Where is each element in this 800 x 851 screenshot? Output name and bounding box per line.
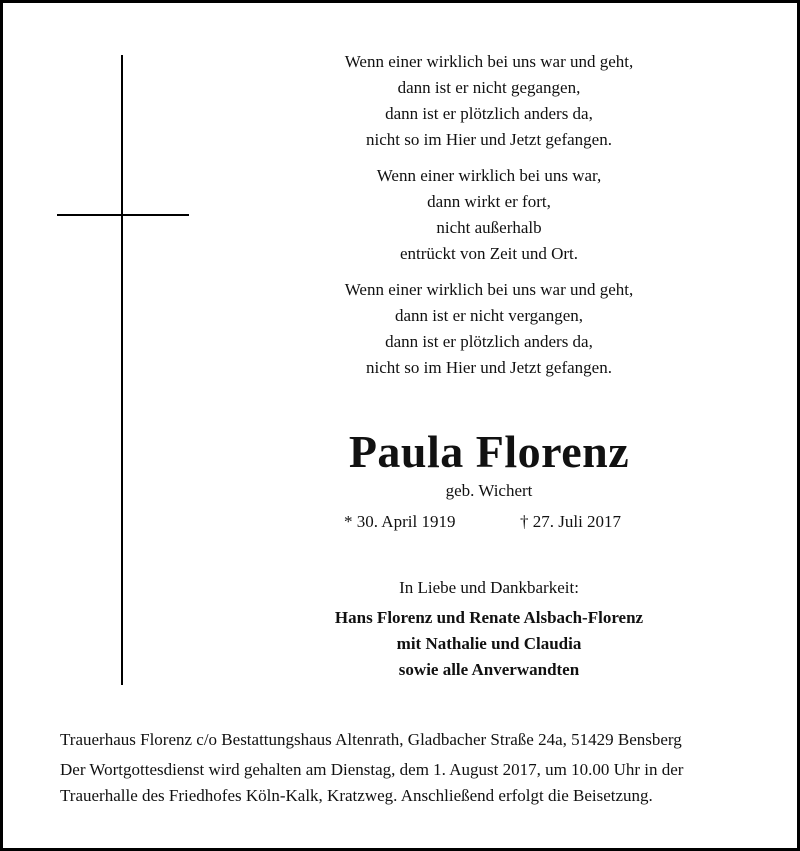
birth-date: * 30. April 1919 bbox=[344, 512, 456, 531]
poem-line: Wenn einer wirklich bei uns war, bbox=[376, 166, 602, 185]
poem-line: Wenn einer wirklich bei uns war und geht, bbox=[344, 280, 634, 299]
footer-info bbox=[60, 727, 760, 809]
service-announcement bbox=[60, 757, 760, 809]
poem-stanza-3 bbox=[289, 277, 689, 381]
poem-line: nicht so im Hier und Jetzt gefangen. bbox=[366, 130, 612, 149]
poem-stanza-2 bbox=[289, 163, 689, 267]
service-line: Trauerhalle des Friedhofes Köln-Kalk, Kratzweg. Anschließend erfolgt die Beisetzung. bbox=[60, 786, 653, 805]
mourners-family bbox=[289, 605, 689, 683]
poem-stanza-1 bbox=[289, 49, 689, 153]
poem-line: nicht außerhalb bbox=[436, 218, 542, 237]
mourner-line: mit Nathalie und Claudia bbox=[396, 634, 582, 653]
mourning-house-address: Trauerhaus Florenz c/o Bestattungshaus Altenrath, Gladbacher Straße 24a, 51429 Bensberg bbox=[60, 730, 682, 749]
mourners-block bbox=[289, 575, 689, 683]
poem-line: Wenn einer wirklich bei uns war und geht, bbox=[344, 52, 634, 71]
poem-line: nicht so im Hier und Jetzt gefangen. bbox=[366, 358, 612, 377]
poem-line: dann wirkt er fort, bbox=[427, 192, 551, 211]
poem-line: dann ist er nicht gegangen, bbox=[397, 78, 581, 97]
cross-horizontal-bar bbox=[57, 214, 189, 216]
service-line: Der Wortgottesdienst wird gehalten am Dienstag, dem 1. August 2017, um 10.00 Uhr in der bbox=[60, 760, 684, 779]
mourner-line: sowie alle Anverwandten bbox=[398, 660, 580, 679]
mourners-intro: In Liebe und Dankbarkeit: bbox=[399, 578, 579, 597]
poem bbox=[289, 49, 689, 391]
mourner-line: Hans Florenz und Renate Alsbach-Florenz bbox=[334, 608, 644, 627]
poem-line: dann ist er nicht vergangen, bbox=[394, 306, 584, 325]
poem-line: entrückt von Zeit und Ort. bbox=[400, 244, 578, 263]
deceased-name: Paula Florenz bbox=[348, 426, 630, 477]
cross-vertical-bar bbox=[121, 55, 123, 685]
birth-name: geb. Wichert bbox=[445, 481, 533, 500]
death-date: † 27. Juli 2017 bbox=[520, 512, 622, 531]
poem-line: dann ist er plötzlich anders da, bbox=[385, 332, 593, 351]
poem-line: dann ist er plötzlich anders da, bbox=[385, 104, 593, 123]
